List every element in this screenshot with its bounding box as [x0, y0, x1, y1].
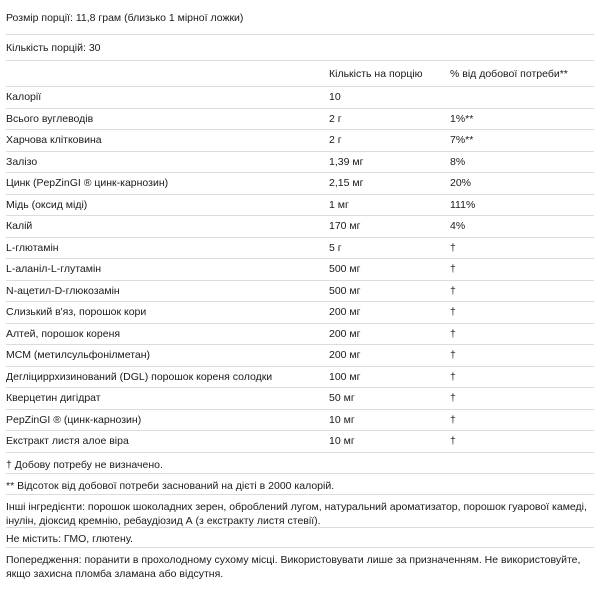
- table-row: [6, 409, 594, 431]
- table-row: [6, 280, 594, 302]
- nutrient-name: Мідь (оксид міді): [6, 194, 329, 216]
- nutrient-amount: 2 г: [329, 130, 450, 152]
- header-nutrient: [6, 61, 329, 87]
- nutrient-daily-value: 8%: [450, 151, 594, 173]
- footnote-dagger: † Добову потребу не визначено.: [6, 459, 163, 471]
- nutrient-daily-value: †: [450, 280, 594, 302]
- divider: [6, 34, 594, 35]
- nutrient-daily-value: †: [450, 237, 594, 259]
- nutrient-name: МСМ (метилсульфонілметан): [6, 345, 329, 367]
- nutrient-daily-value: 111%: [450, 194, 594, 216]
- warning: Попередження: поранити в прохолодному сухому місці. Використовувати лише за призначенням. Не використовуйте, якщо захисна пломба зламана або відсутня.: [6, 554, 581, 580]
- nutrient-amount: 10 мг: [329, 431, 450, 453]
- servings-per-container: Кількість порцій: 30: [6, 42, 101, 54]
- nutrient-daily-value: †: [450, 409, 594, 431]
- nutrient-amount: 200 мг: [329, 345, 450, 367]
- nutrient-amount: 10 мг: [329, 409, 450, 431]
- nutrient-daily-value: 7%**: [450, 130, 594, 152]
- nutrient-amount: 100 мг: [329, 366, 450, 388]
- nutrient-name: Цинк (PepZinGI ® цинк-карнозин): [6, 173, 329, 195]
- nutrient-amount: 1,39 мг: [329, 151, 450, 173]
- nutrient-name: Калорії: [6, 87, 329, 109]
- table-row: [6, 237, 594, 259]
- table-row: [6, 431, 594, 453]
- nutrient-amount: 50 мг: [329, 388, 450, 410]
- nutrient-daily-value: 1%**: [450, 108, 594, 130]
- divider: [6, 494, 594, 495]
- table-row: [6, 323, 594, 345]
- free-of: Не містить: ГМО, глютену.: [6, 533, 133, 545]
- nutrient-amount: 170 мг: [329, 216, 450, 238]
- nutrient-amount: 1 мг: [329, 194, 450, 216]
- nutrient-daily-value: †: [450, 345, 594, 367]
- nutrient-name: Слизький в'яз, порошок кори: [6, 302, 329, 324]
- nutrient-name: L-аланіл-L-глутамін: [6, 259, 329, 281]
- nutrient-name: Кверцетин дигідрат: [6, 388, 329, 410]
- nutrient-name: Екстракт листя алое віра: [6, 431, 329, 453]
- table-row: [6, 151, 594, 173]
- divider: [6, 547, 594, 548]
- nutrient-name: Алтей, порошок кореня: [6, 323, 329, 345]
- nutrient-amount: 10: [329, 87, 450, 109]
- serving-size: Розмір порції: 11,8 грам (близько 1 мірної ложки): [6, 12, 244, 24]
- nutrient-daily-value: 4%: [450, 216, 594, 238]
- table-row: [6, 216, 594, 238]
- table-row: [6, 194, 594, 216]
- nutrient-daily-value: †: [450, 259, 594, 281]
- nutrient-name: Дегліциррхизинований (DGL) порошок кореня солодки: [6, 366, 329, 388]
- nutrient-daily-value: †: [450, 366, 594, 388]
- divider: [6, 473, 594, 474]
- table-row: [6, 366, 594, 388]
- nutrient-daily-value: [450, 87, 594, 109]
- nutrient-amount: 200 мг: [329, 302, 450, 324]
- table-row: [6, 108, 594, 130]
- nutrition-table: [6, 60, 594, 453]
- nutrient-name: Калій: [6, 216, 329, 238]
- nutrient-daily-value: 20%: [450, 173, 594, 195]
- nutrient-name: N-ацетил-D-глюкозамін: [6, 280, 329, 302]
- nutrient-amount: 2 г: [329, 108, 450, 130]
- nutrient-amount: 500 мг: [329, 280, 450, 302]
- nutrient-amount: 500 мг: [329, 259, 450, 281]
- table-header-row: [6, 61, 594, 87]
- nutrient-name: PepZinGI ® (цинк-карнозин): [6, 409, 329, 431]
- table-row: [6, 302, 594, 324]
- table-row: [6, 259, 594, 281]
- nutrient-daily-value: †: [450, 323, 594, 345]
- divider: [6, 527, 594, 528]
- table-row: [6, 173, 594, 195]
- table-row: [6, 87, 594, 109]
- nutrient-name: Харчова клітковина: [6, 130, 329, 152]
- nutrient-amount: 5 г: [329, 237, 450, 259]
- header-amount: Кількість на порцію: [329, 61, 450, 87]
- table-row: [6, 345, 594, 367]
- nutrient-daily-value: †: [450, 388, 594, 410]
- footnote-daily-value: ** Відсоток від добової потреби заснований на дієті в 2000 калорій.: [6, 480, 335, 492]
- table-row: [6, 130, 594, 152]
- header-daily-value: % від добової потреби**: [450, 61, 594, 87]
- nutrient-amount: 200 мг: [329, 323, 450, 345]
- table-row: [6, 388, 594, 410]
- nutrient-daily-value: †: [450, 302, 594, 324]
- nutrient-name: Всього вуглеводів: [6, 108, 329, 130]
- other-ingredients: Інші інгредієнти: порошок шоколадних зерен, оброблений лугом, натуральний ароматизатор, порошок гуарової камеді, інулін, діоксид кремнію, ребаудіозид А (з екстракту листя стевії).: [6, 501, 587, 527]
- nutrient-amount: 2,15 мг: [329, 173, 450, 195]
- nutrient-name: L-глютамін: [6, 237, 329, 259]
- nutrient-daily-value: †: [450, 431, 594, 453]
- nutrient-name: Залізо: [6, 151, 329, 173]
